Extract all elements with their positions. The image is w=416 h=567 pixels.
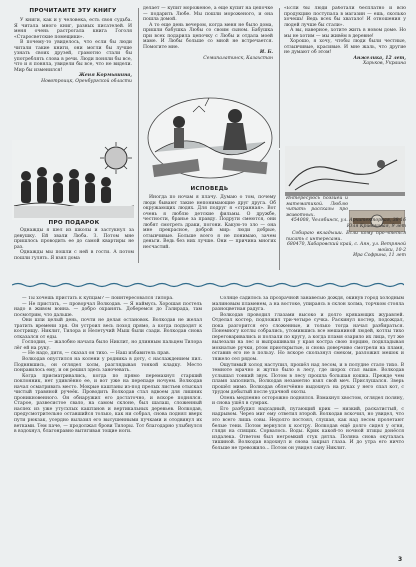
people-illustration [12, 140, 136, 220]
letter-paragraph: В почему-то увиделось, что если бы люди читали такие книги, они могли бы лучше узнать своих друзей, грамотно стали бы употреблять слова в речи. Люди поняли бы все, что и я поняла, увидели бы все, что не видели. Мир бы изменился! [14, 40, 132, 73]
hands-illustration [285, 146, 405, 196]
letter-about-gift [14, 220, 134, 275]
notice-address: 680470, Хабаровский край, с. Аян, ул. Ветряной мойки, 10-2 [286, 242, 406, 253]
story-paragraph: Господин, — жалобно начала было Никлит, но длинным пальцем Тилора лёг ей на руку. [14, 340, 202, 351]
story-paragraph: — Ты хочешь пристать к купцам? — поинтересовался Тилора. [22, 296, 174, 301]
story-paragraph: Волкодав опустился на колени у родника в доту, с наслаждением пил. Поднявшись, он оглядел холм, разглядывая тонкой кладку. Место понравилось ему, и он решил здесь заночевать. [14, 357, 202, 374]
letter-paragraph: делает — купит мороженое, а еще купит на цепочке — подарить Любе. Мы пошли мороженого, и она пошла домой. [143, 6, 273, 23]
letter-paragraph: А то еще день вечером, когда меня не было дома, пришли бабушка Любы со своим сыном. Бабушка при всех подарила цепочку с Любы и отдала моей маме. И Любы больше со мной не встречается. Помогите мне. [143, 22, 273, 50]
letter-signature: И. Б. [259, 50, 273, 56]
column-divider [279, 150, 280, 270]
notice-text: Интересуюсь поэзией и математикой. Люблю читать рассказы про животных. [286, 196, 348, 218]
story-paragraph: — Не пристать, — проворчал Волкодав. — Я наймусь. Хорошая постель надо в живом воина. — добро охранять. Доберемся до Галирада, там посмотрим, что дальше. [14, 301, 202, 318]
confession-illustration [145, 92, 275, 184]
letter-paragraph: Однажды я шел из школы и застукнул за девушку. Ей звали Люба. З. Потом мне пришлось проводить ее до самой квартиры не раз. [14, 228, 134, 250]
column-divider [279, 8, 280, 148]
letter-paragraph: У книги, как и у человека, есть своя судьба. Я читала много книг, разных писателей. И меня очень растрогала книга Гоголя «Старосветские помещики». [14, 18, 132, 40]
letter-place: Харьков, Украина [362, 61, 406, 67]
letter-confession [143, 186, 276, 278]
letter-place: Семипалатинск, Казахстан [203, 55, 273, 61]
story-paragraph: Олень медленно осторожно поднялся. Взмахнул хвостом, оглядел поляну, и снова ушёл в сумрак. [212, 395, 404, 407]
story-paragraph: — Не надо, дитя, — сказал он тихо. — Наш избавитель прав. [22, 351, 171, 357]
letter-title: ПРОЧИТАЙТЕ ЭТУ КНИГУ [29, 8, 117, 14]
story-paragraph: Они шли целый день, почти не делая остановок. Волкодав не желал тратить времени зря. Он устроил весь поход прямо, а когда подходят к кострищу. Никлит, Тилора и Нелетучий Мыш были сзади. Волкодав снова отказался от еды. [14, 318, 202, 340]
letter-signature: Женя Кормышина, [78, 73, 132, 79]
notice-name: Юля Кривоковая, 9 лет [346, 223, 406, 229]
page-number: 3 [398, 556, 403, 563]
letter-paragraph: Хорошо, я хочу, чтобы люди были честные, отзывчивые, красивые. И мне жаль, что другие не думают об этом! [284, 39, 406, 56]
story-column-right [212, 296, 404, 554]
letter-paragraph: «Если бы люди работали бесплатно и всю продукцию поступала в магазин — ешь, сколько хочешь! Ведь всех бы хватало! И отношения у людей лучше бы стали». [284, 6, 406, 28]
story-column-left [14, 296, 202, 554]
column-divider [138, 8, 139, 263]
letter-title: ИСПОВЕДЬ [190, 186, 229, 192]
letter-title: ПРО ПОДАРОК [48, 220, 100, 226]
story-paragraph: Ощутимый холод наступил, прошёл над лесом, и в полудне стало тихо. В темноте мрачно и жутко было в лесу, где шорох стал выше. Волкодав услышал тонкий звук. Потом в лесу прошла большая кошка. Прежде чем пламя заполнить, Волкодав незаметно взял свой меч. Прислушался. Зверь прошёл мимо. Волкодав облегчённо выдохнул: на руках у него спал кот, с трудом добытый после удачной охоты. [212, 362, 404, 396]
notice-name: Ира Софрина, 11 лет [353, 253, 406, 259]
story-paragraph: Его разбудил надсадный, пугающий крик — низкий, раскатистый, с надрывом. Через миг ему ответил второй. Волкодав вскочил, но увидел, что это всего лишь совы. Недолго постоял, слушая, как над лесом пролетают белые тени. Потом вернулся к костру. Волкодав ещё долго сидел у огня, глядя на спящих. Сорвалось. Воды. Крик какой-то ночной птицы донёсся издалека. Ответом был негромкий стук дятла. Поляна снова окуталась тишиной. Волкодав вздохнул и снова закрыл глаза. И до утра его ничто больше не тревожило... Потом он увидел сану Никлит. [212, 406, 404, 451]
letter-paragraph: А вы, наверное, хотите жить в новом доме. Но мы не хотим — мы живём в деревне! [284, 28, 406, 39]
letter-read-this-book [14, 8, 132, 144]
letter-paragraph: Иногда по ночам я плачу. Думаю о том, почему люди бывают такие непонимающие друг друга. Об окружающих людях. Для подруг я «странная». Вот очень я люблю детские фильмы. О дружбе, честности, бранье за правду. Подруги смеются, они любят смотреть драки, погони. Какую-то зло — она мне прекрасное, доброй мир: люди добрые, отзывчивые. Больше всего я не понимаю, зачем деньги. Ведь без них лучше. Они — причина многих несчастий. [143, 195, 276, 250]
letter-necklace [143, 6, 273, 86]
wave-divider [12, 282, 404, 288]
story-paragraph: Когда присматривались, когда по прямо перемахнул старший поклонник, нет удивлённо ее, и вот уже на перепаде ночуем. Волкодав начал осматривать место. Мокрые каштаны из-под прелых листьев отыскал чистый травяной ручеёк. Проводить Волкодав стал вдвоем для лишних проникновенного. Он обнаружил его достаточно, и вскоре поднялся. Старое, развесистое свало, на самом склоне, был шалаш, сложенный наспех из уже утусхлых каштанов и вертикальных деревьев. Волкодав, предусмотрительно оставшийся только, как ни собрал, снова поднял вверх пути рюкзак, усердно вылазил его высушенными пучками и отодвинул их ветками. Тем паче, — продолжал брови Тилоры. Тот благодарно улыбнулся в вздохнул, благонравно вытягивая тощие ноги. [14, 373, 202, 435]
pen-pal-notices [286, 196, 406, 278]
notice-text: Собираю вкладыши. Если кому про-чтется писать с интересами. [286, 231, 406, 242]
story-paragraph: Волкодав проводил глазами высоко и долго крякающих журавлей. Отделал костер, подложил три-четыре сучка. Раскинул костер, подождал, пока разгорится его сложенные, и только тогда начал разбираться. Понемногу котлы собрались, утомившись все мешаниной людей, котлы тихо переговаривались и ползали по кругу, а когда пламя озарило их лица, тут же вылезали на лес и выпрашивали у края костра свою порцию, подкладывая мохнатые ручки, ртом приоткрытые, и снова доверчиво смотрели на пламя, оставив его не в пользу. Но вскоре скользнул смехом, разложил мешок и тяжело сел рядом. [212, 312, 404, 363]
story-paragraph: Солнце садилось за прозрачной занавесью дождя, окинув город холодным малиновым пламенем, а на востоке, упираясь в склон холма, торчком стояла разноцветная радуга. [212, 296, 404, 313]
letter-honest-people [284, 6, 406, 140]
letter-signature: Анжелика, 12 лет, [353, 55, 406, 61]
notice-address: 454008, Челябинск, ул. Архитекторная, 38-16 [290, 218, 406, 224]
letter-paragraph: Однажды мы пошли с ней в гости. А потом пошли гулять. Я взял дома [14, 250, 134, 261]
letter-place: Новотроицк, Оренбургской области [41, 78, 132, 84]
